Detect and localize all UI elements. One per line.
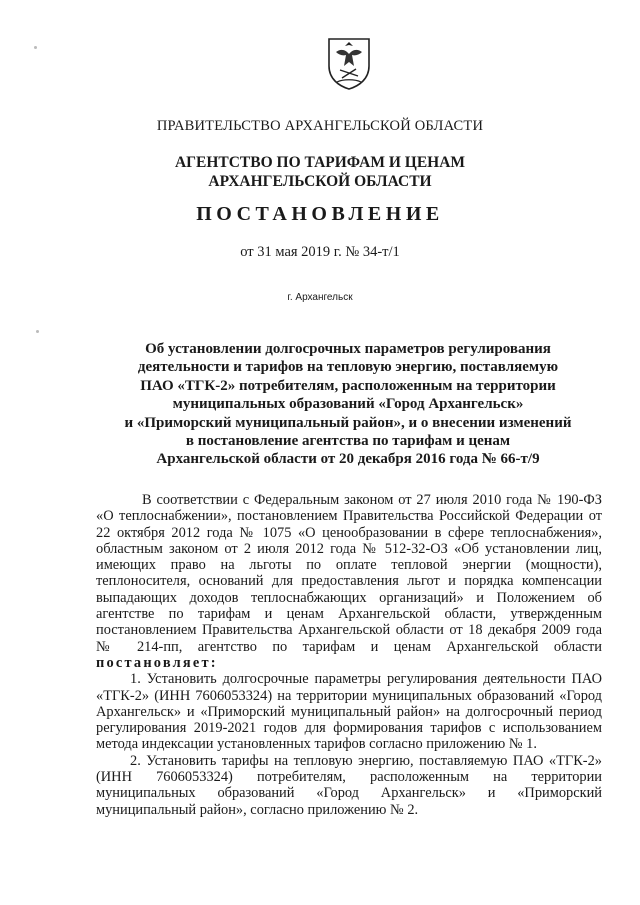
- scan-dot: [34, 46, 37, 49]
- subject-line: муниципальных образований «Город Архангельск»: [172, 396, 524, 413]
- resolves-word: постановляет: [96, 654, 211, 671]
- subject-line: в постановление агентства по тарифам и ценам: [185, 433, 511, 450]
- document-type-title: ПОСТАНОВЛЕНИЕ: [196, 203, 444, 225]
- subject-line: ПАО «ТГК-2» потребителям, расположенным на территории: [140, 377, 556, 394]
- subject-line: Об установлении долгосрочных параметров регулирования: [145, 341, 551, 357]
- clause-1-paragraph: 1. Установить долгосрочные параметры регулирования деятельности ПАО «ТГК-2» (ИНН 7606053324) на территории муниципальных образований «Город Архангельск» и «Приморский муниципальный район» на долгосрочный период регулирования 2019-2021 годов для формирования тарифов с использованием метода индексации установленных тарифов согласно приложению № 1.: [96, 671, 602, 753]
- document-body: [96, 492, 602, 818]
- agency-name-line-1: АГЕНТСТВО ПО ТАРИФАМ И ЦЕНАМ: [174, 154, 466, 171]
- coat-of-arms-emblem: [326, 36, 372, 90]
- agency-name: [0, 153, 640, 191]
- preamble-paragraph: [96, 492, 602, 671]
- date-and-number: от 31 мая 2019 г. № 34-т/1: [240, 244, 400, 260]
- document-subject: [118, 340, 578, 469]
- city-name: г. Архангельск: [287, 292, 353, 303]
- preamble-text: В соответствии с Федеральным законом от 27 июля 2010 года № 190-ФЗ «О теплоснабжении», постановлением Правительства Российской Федерации от 22 октября 2012 года № 1075 «О ценообразовании в сфере теплоснабжения», областным законом от 2 июля 2012 года № 512-32-ОЗ «Об установлении лиц, имеющих право на льготы по оплате тепловой энергии (мощности), теплоносителя, оснований для предоставления льгот и порядка компенсации выпадающих доходов теплоснабжающих организаций» и Положением об агентстве по тарифам и ценам Архангельской области, утвержденным постановлением Правительства Архангельской области от 18 декабря 2009 года № 214-пп, агентство по тарифам и ценам Архангельской области: [96, 492, 602, 655]
- subject-line: деятельности и тарифов на тепловую энергию, поставляемую: [137, 359, 559, 376]
- government-name: ПРАВИТЕЛЬСТВО АРХАНГЕЛЬСКОЙ ОБЛАСТИ: [156, 118, 484, 134]
- agency-name-line-2: АРХАНГЕЛЬСКОЙ ОБЛАСТИ: [208, 173, 432, 190]
- scan-dot: [36, 330, 39, 333]
- resolves-colon: :: [210, 654, 216, 671]
- clause-2-paragraph: 2. Установить тарифы на тепловую энергию, поставляемую ПАО «ТГК-2» (ИНН 7606053324) потребителям, расположенным на территории муниципальных образований «Город Архангельск» и «Приморский муниципальный район», согласно приложению № 2.: [96, 752, 602, 818]
- subject-line: Архангельской области от 20 декабря 2016 года № 66-т/9: [156, 451, 540, 468]
- subject-line: и «Приморский муниципальный район», и о внесении изменений: [124, 414, 572, 431]
